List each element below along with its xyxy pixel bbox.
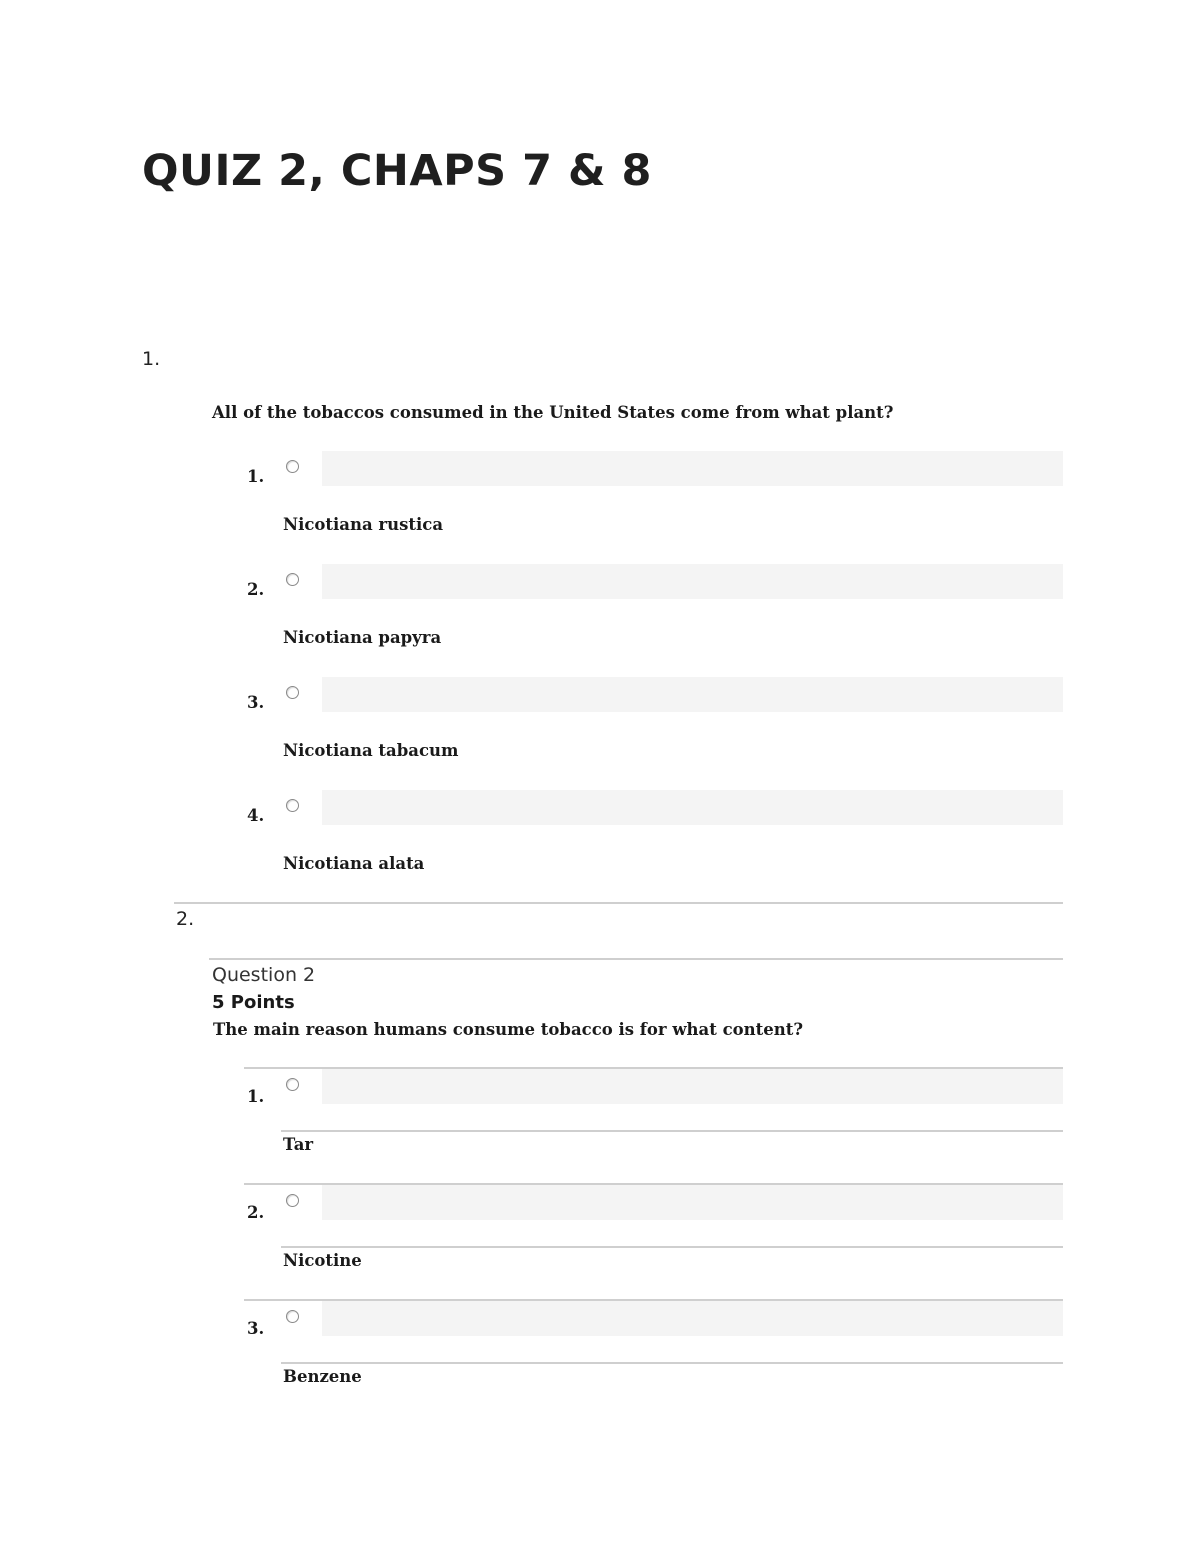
option-text: Benzene (283, 1367, 362, 1386)
option-number: 1. (247, 1087, 265, 1106)
option-text-divider (281, 1246, 1063, 1248)
option-text-divider (281, 1362, 1063, 1364)
option-text: Nicotiana rustica (283, 515, 444, 534)
option-text: Tar (283, 1135, 314, 1154)
option-text: Nicotine (283, 1251, 362, 1270)
question-text: The main reason humans consume tobacco is for what content? (213, 1020, 804, 1039)
option-text: Nicotiana papyra (283, 628, 442, 647)
page-title: QUIZ 2, CHAPS 7 & 8 (142, 146, 652, 196)
option-bar (322, 790, 1063, 825)
option-bar (322, 1185, 1063, 1220)
question-label: Question 2 (212, 964, 316, 986)
option-bar (322, 677, 1063, 712)
option-bar (322, 451, 1063, 486)
option-text: Nicotiana tabacum (283, 741, 459, 760)
option-number: 3. (247, 693, 265, 712)
option-bar (322, 564, 1063, 599)
option-number: 3. (247, 1319, 265, 1338)
radio-button[interactable] (286, 799, 299, 812)
option-bar (322, 1301, 1063, 1336)
radio-button[interactable] (286, 573, 299, 586)
radio-button[interactable] (286, 1078, 299, 1091)
option-number: 4. (247, 806, 265, 825)
question-header-divider (209, 958, 1063, 960)
radio-button[interactable] (286, 1194, 299, 1207)
option-bar (322, 1069, 1063, 1104)
radio-button[interactable] (286, 1310, 299, 1323)
question-text: All of the tobaccos consumed in the United States come from what plant? (212, 403, 894, 422)
option-number: 1. (247, 467, 265, 486)
question-number: 2. (176, 908, 195, 930)
question-number: 1. (142, 348, 161, 370)
option-number: 2. (247, 1203, 265, 1222)
option-text-divider (281, 1130, 1063, 1132)
question-divider (174, 902, 1063, 904)
radio-button[interactable] (286, 460, 299, 473)
option-number: 2. (247, 580, 265, 599)
question-points: 5 Points (212, 992, 295, 1013)
radio-button[interactable] (286, 686, 299, 699)
option-text: Nicotiana alata (283, 854, 425, 873)
